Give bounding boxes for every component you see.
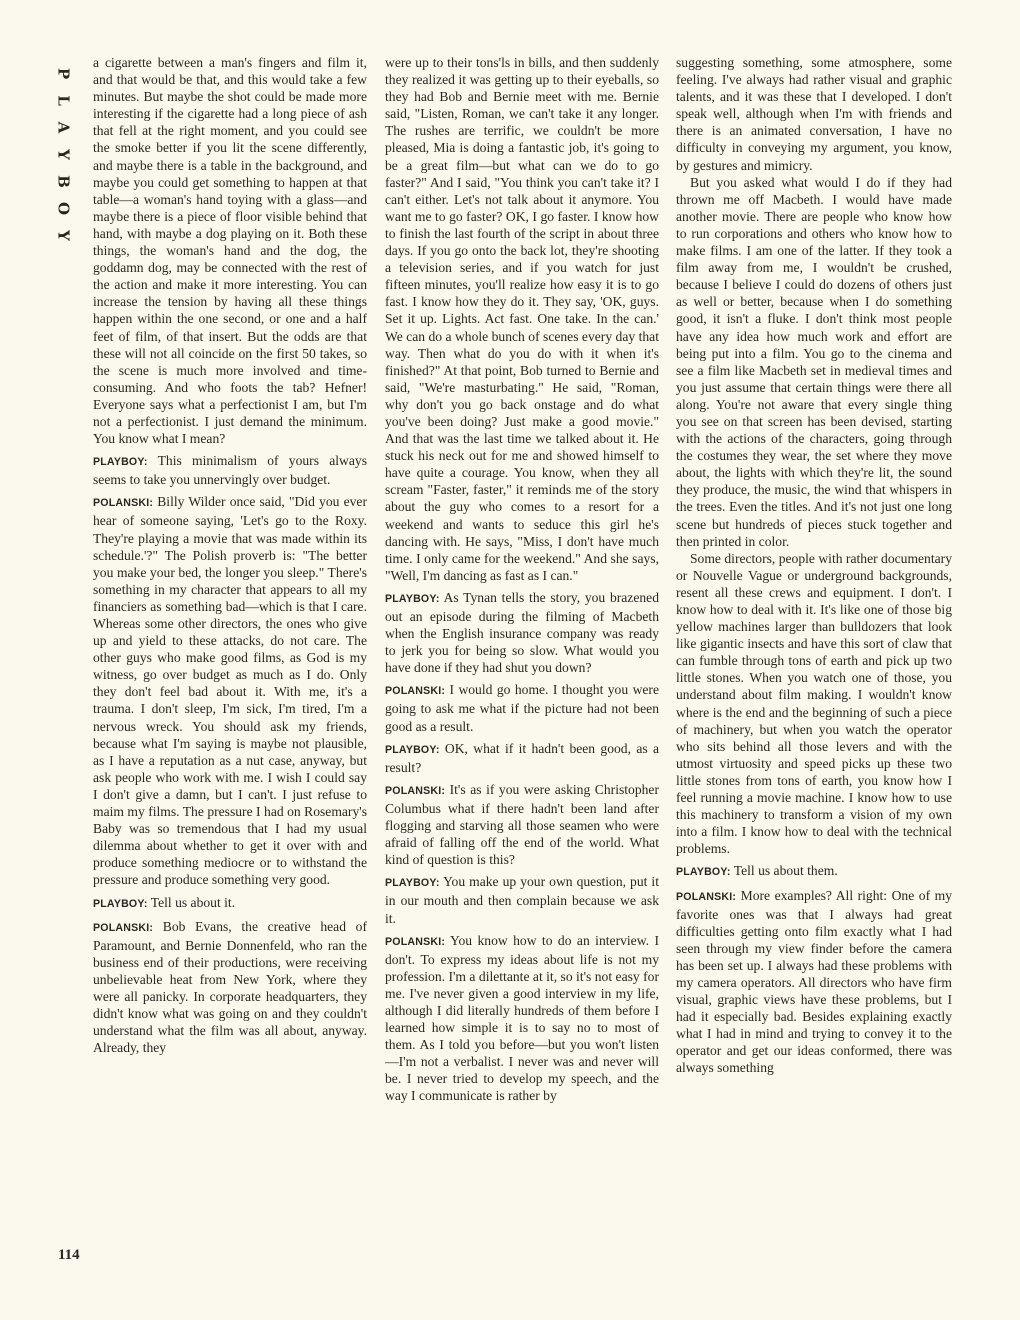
speaker-label: PLAYBOY: [93,897,148,910]
paragraph-text: I would go home. I thought you were going to ask me what if the picture had not been good as a result. [385,682,659,734]
interview-paragraph [385,932,659,1105]
masthead-letter: Y [54,230,73,241]
paragraph-text: OK, what if it hadn't been good, as a result? [385,740,659,775]
interview-paragraph [93,493,367,888]
interview-paragraph [385,740,659,776]
speaker-label: PLAYBOY: [385,743,440,756]
paragraph-text: More examples? All right: One of my favorite ones was that I always had great difficulties getting onto film exactly what I had seen through my view finder before the camera has been set up. I always had these problems with my camera operators. All directors who have firm visual, graphic views have these problems, but I had it especially bad. Besides explaining exactly what I had in mind and trying to convey it to the operator and get our ideas conformed, there was always something [676,887,952,1076]
speaker-label: POLANSKI: [385,935,446,948]
interview-paragraph [385,681,659,734]
masthead-letter: O [54,201,73,216]
interview-paragraph [385,589,659,676]
speaker-label: PLAYBOY: [93,456,148,469]
speaker-label: PLAYBOY: [385,592,440,605]
speaker-label: POLANSKI: [93,921,154,934]
paragraph-text: As Tynan tells the story, you brazened out an episode during the filming of Macbeth when the English insurance company was ready to jerk you for being so slow. What would you have done if they had shut you down? [385,589,659,676]
paragraph-text: You know how to do an interview. I don't. To express my ideas about life is not my profession. I'm a dilettante at it, so it's not easy for me. I've never given a good interview in my life, although I did literally hundreds of them before I learned how simple it is to say no to most of them. As I told you before—but you won't listen—I'm not a verbalist. I never was and never will be. I never tried to develop my speech, and the way I communicate is rather by [385,932,659,1104]
masthead-letter: A [54,121,73,134]
speaker-label: POLANSKI: [676,890,737,903]
speaker-label: PLAYBOY: [385,877,440,890]
paragraph-text: suggesting something, some atmosphere, some feeling. I've always had rather visual and graphic talents, and it was these that I developed. I don't speak well, although when I'm with friends and there is an animated conversation, I have no difficulty in conveying my argument, you know, by gestures and mimicry. [676,55,952,173]
page-number: 114 [58,1247,80,1263]
body-paragraph [676,550,952,858]
paragraph-text: Some directors, people with rather documentary or Nouvelle Vague or underground backgrounds, resent all these crews and equipment. I don't. I know how to deal with it. It's like one of those big yellow machines larger than bulldozers that look like gigantic insects and have this sort of claw that can fumble through tons of earth and pick up two little stones. When you watch one of those, you understand about film making. I wouldn't know where is the end and the beginning of such a piece of machinery, but when you watch the operator who sits behind all those levers and with the utmost virtuosity and speed picks up these two little stones from tons of earth, you know how I feel running a movie machine. I know how to use this machinery to transform a vision of my own into a film. I know how to deal with the technical problems. [676,550,952,857]
paragraph-text: were up to their tons'ls in bills, and then suddenly they realized it was getting up to their eyeballs, so they had Bob and Bernie meet with me. Bernie said, "Listen, Roman, we can't take it any longer. The rushes are terrific, we couldn't be more pleased, Mia is doing a fantastic job, it's going to be a great film—but what can we do to go faster?" And I said, "You think you can't take it? I can't either. Let's not talk about it anymore. You want me to go faster? OK, I go faster. I know how to finish the last fourth of the script in about three days. If you go onto the back lot, they're shooting a television series, and if you watch for just fifteen minutes, you'll realize how easy it is to go fast. I know how they do it. They say, 'OK, guys. Set it up. Lights. Act fast. One take. In the can.' We can do a whole bunch of scenes every day that way. Then what do you do with it when it's finished?" At that point, Bob turned to Bernie and said, "We're masturbating." He said, "Roman, why don't you go back onstage and do what you've been doing? Just make a good movie." And that was the last time we talked about it. He stuck his neck out for me and showed himself to have quite a courage. You know, when they all scream "Faster, faster," it reminds me of the story about the guy who comes to a resort for a weekend and wants to seduce this girl he's dancing with. He says, "Miss, I don't have much time. I only came for the weekend." And she says, "Well, I'm dancing as fast as I can." [385,55,659,583]
text-column-1 [93,54,367,1056]
interview-paragraph [93,452,367,488]
interview-paragraph [676,887,952,1077]
paragraph-text: Tell us about it. [150,894,236,910]
paragraph-text: You make up your own question, put it in our mouth and then complain because we ask it. [385,874,659,926]
text-column-2 [385,54,659,1105]
speaker-label: POLANSKI: [385,685,446,698]
interview-paragraph [93,894,367,913]
body-paragraph [93,54,367,447]
speaker-label: PLAYBOY: [676,866,731,879]
body-paragraph [676,54,952,174]
masthead-letter: L [54,95,73,106]
body-paragraph [385,54,659,584]
interview-paragraph [385,873,659,926]
masthead-letter: B [54,175,73,188]
playboy-vertical-masthead [52,60,74,249]
paragraph-text: Tell us about them. [733,863,838,879]
paragraph-text: Billy Wilder once said, "Did you ever hear of someone saying, 'Let's go to the Roxy. They're playing a movie that was made within its schedule.'?" The Polish proverb is: "The better you make your bed, the longer you sleep." There's something in my character that appears to all my financiers as something bad—which is that I care. Whereas some other directors, the ones who give up and yield to these attacks, do not care. The other guys who make good films, as God is my witness, go over budget as much as I do. Only they don't feel bad about it. With me, it's a trauma. I don't sleep, I'm sick, I'm tired, I'm a nervous wreck. You should ask my friends, because what I'm saying is maybe not plausible, as I have a reputation as a nut case, anyway, but ask people who work with me. I wish I could say I don't give a damn, but I can't. I just refuse to maim my films. The pressure I had on Rosemary's Baby was so tremendous that I had my usual dilemma about whether to get it over with and produce something mediocre or to withstand the pressure and produce something very good. [93,494,367,888]
masthead-letter: P [54,67,73,80]
paragraph-text: It's as if you were asking Christopher Columbus what if there hadn't been land after flogging and starving all those seamen who were afraid of falling off the end of the world. What kind of question is this? [385,781,659,868]
paragraph-text: a cigarette between a man's fingers and film it, and that would be that, and this would take a few minutes. But maybe the shot could be made more interesting if the cigarette had a long piece of ash that fell at the right moment, and you could see the smoke better if you lit the scene differently, and maybe there is a table in the background, and maybe you could get something to happen at that table—a woman's hand toying with a glass—and maybe there is a piece of floor visible behind that hand, with maybe a dog playing on it. Both these things, the woman's hand and the dog, the goddamn dog, may be connected with the rest of the action and make it more interesting. You can increase the tension by having all these things happen within the one second, or one and a half feet of film, of that insert. But the odds are that these will not all coincide on the first 50 takes, so the scene is much more involved and time-consuming. And who foots the tab? Hefner! Everyone says what a perfectionist I am, but I'm not a perfectionist. I just demand the minimum. You know what I mean? [93,55,367,447]
text-column-3 [676,54,952,1077]
paragraph-text: This minimalism of yours always seems to take you unnervingly over budget. [93,453,367,488]
paragraph-text: But you asked what would I do if they had thrown me off Macbeth. I would have made another movie. There are people who know how to run corporations and others who know how to make films. I am one of the latter. If they took a film away from me, I wouldn't be crushed, because I believe I could do dozens of others just as well or better, because when I do something good, it isn't a fluke. I don't think most people have any idea how much work and effort are being put into a film. You go to the cinema and see a film like Macbeth set in medieval times and you just assume that certain things were there all along. You're not aware that every single thing you see on that screen has been devised, starting with the actions of the characters, going through the costumes they wear, the set where they move about, the lights with which they're lit, the sound they produce, the music, the wind that whispers in the trees. Even the titles. And it's not just one long scene but hundreds of pieces stuck together and then printed in color. [676,174,952,549]
paragraph-text: Bob Evans, the creative head of Paramount, and Bernie Donnenfeld, who ran the business end of their productions, were receiving unbelievable heat from New York, where they were all panicky. In corporate headquarters, they didn't know what was going on and they couldn't understand what the film was all about, anyway. Already, they [93,918,367,1056]
interview-paragraph [385,781,659,868]
masthead-letter: Y [54,149,73,160]
interview-paragraph [93,918,367,1057]
interview-paragraph [676,862,952,881]
speaker-label: POLANSKI: [385,784,446,797]
body-paragraph [676,174,952,550]
speaker-label: POLANSKI: [93,497,154,510]
